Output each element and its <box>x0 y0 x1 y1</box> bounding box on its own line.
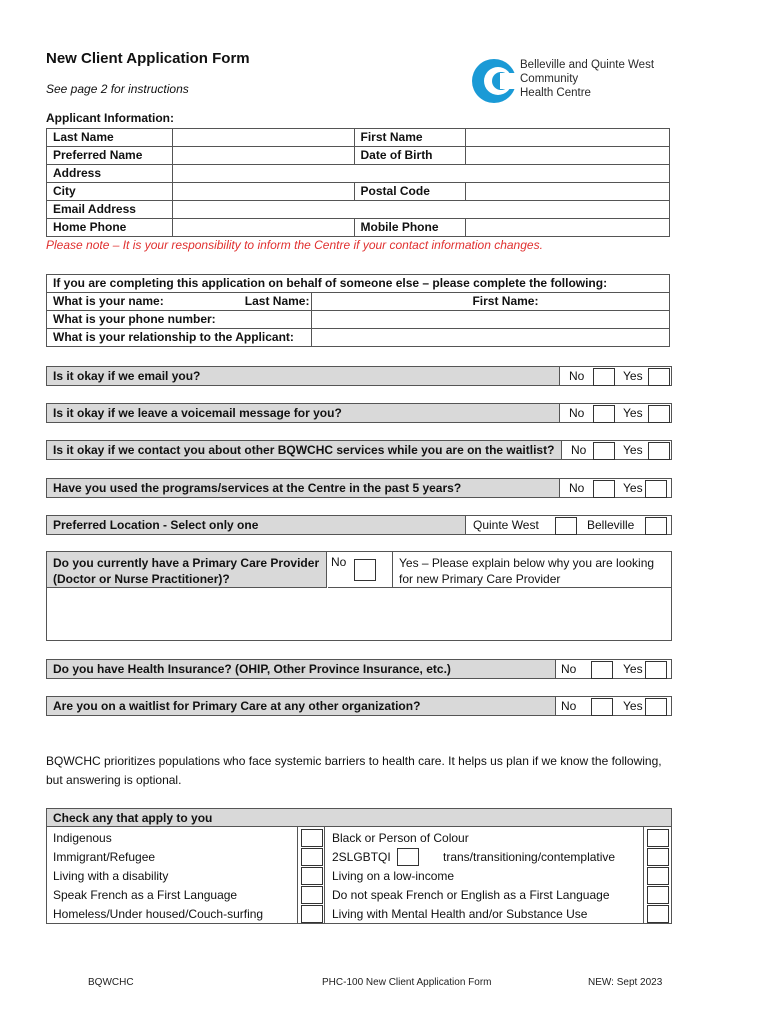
belleville-checkbox[interactable] <box>645 517 667 535</box>
footer-org: BQWCHC <box>88 977 134 988</box>
form-title: New Client Application Form <box>46 50 250 67</box>
email-no-checkbox[interactable] <box>593 368 615 386</box>
email-no-label: No <box>569 369 585 383</box>
behalf-relationship-label: What is your relationship to the Applicant: <box>47 329 312 347</box>
contact-change-note: Please note – It is your responsibility to inform the Centre if your contact information changes. <box>46 238 543 252</box>
insurance-question: Do you have Health Insurance? (OHIP, Other Province Insurance, etc.) <box>47 660 556 678</box>
waitlist-no-label: No <box>561 699 577 713</box>
email-field[interactable] <box>172 201 669 219</box>
priority-right-item: Living with Mental Health and/or Substance Use <box>332 907 588 921</box>
programs-question-row <box>46 478 672 498</box>
priority-left-list <box>53 829 263 924</box>
primary-care-explanation-field[interactable] <box>47 588 671 640</box>
behalf-heading: If you are completing this application on behalf of someone else – please complete the following: <box>47 275 670 293</box>
behalf-last-name-label: Last Name: <box>244 294 310 308</box>
programs-question: Have you used the programs/services at the Centre in the past 5 years? <box>47 479 560 497</box>
footer-form-name: PHC-100 New Client Application Form <box>322 977 492 988</box>
priority-checklist <box>46 808 672 924</box>
email-question-row <box>46 366 672 386</box>
preferred-name-label: Preferred Name <box>47 147 173 165</box>
behalf-table <box>46 274 670 347</box>
primary-care-question-line-2: (Doctor or Nurse Practitioner)? <box>53 572 230 586</box>
contact-no-label: No <box>571 443 587 457</box>
priority-left-item: Homeless/Under housed/Couch-surfing <box>53 907 264 921</box>
insurance-no-label: No <box>561 662 577 676</box>
home-phone-label: Home Phone <box>47 219 173 237</box>
waitlist-question-row <box>46 696 672 716</box>
logo-line-2: Community <box>520 73 579 85</box>
voicemail-question-row <box>46 403 672 423</box>
contact-yes-label: Yes <box>623 443 643 457</box>
email-yes-checkbox[interactable] <box>648 368 670 386</box>
primary-care-yes-cell <box>393 552 671 588</box>
your-name-label: What is your name: <box>53 294 164 308</box>
priority-left-item: Living with a disability <box>53 869 169 883</box>
french-first-language-checkbox[interactable] <box>301 886 323 904</box>
quinte-west-checkbox[interactable] <box>555 517 577 535</box>
form-subtitle: See page 2 for instructions <box>46 82 189 96</box>
priority-left-item: Speak French as a First Language <box>53 888 238 902</box>
quinte-west-label: Quinte West <box>473 518 539 532</box>
priority-left-item: Immigrant/Refugee <box>53 850 156 864</box>
mobile-phone-label: Mobile Phone <box>354 219 466 237</box>
trans-checkbox[interactable] <box>647 848 669 866</box>
voicemail-question: Is it okay if we leave a voicemail message for you? <box>47 404 560 422</box>
first-name-label: First Name <box>354 129 466 147</box>
logo-line-3: Health Centre <box>520 87 591 99</box>
priority-paragraph: BQWCHC prioritizes populations who face systemic barriers to health care. It helps us plan if we know the following, but answering is optional. <box>46 754 662 787</box>
address-label: Address <box>47 165 173 183</box>
primary-care-no-checkbox[interactable] <box>354 559 376 581</box>
2slgbtqi-checkbox[interactable] <box>397 848 419 866</box>
insurance-question-row <box>46 659 672 679</box>
waitlist-no-checkbox[interactable] <box>591 698 613 716</box>
contact-yes-checkbox[interactable] <box>648 442 670 460</box>
primary-care-no-label: No <box>331 555 347 569</box>
low-income-checkbox[interactable] <box>647 867 669 885</box>
waitlist-yes-checkbox[interactable] <box>645 698 667 716</box>
indigenous-checkbox[interactable] <box>301 829 323 847</box>
postal-code-label: Postal Code <box>354 183 466 201</box>
black-poc-checkbox[interactable] <box>647 829 669 847</box>
priority-right-item: Do not speak French or English as a First Language <box>332 888 610 902</box>
city-label: City <box>47 183 173 201</box>
contact-question-row <box>46 440 672 460</box>
voicemail-yes-checkbox[interactable] <box>648 405 670 423</box>
logo <box>470 56 670 106</box>
email-question: Is it okay if we email you? <box>47 367 560 385</box>
insurance-yes-checkbox[interactable] <box>645 661 667 679</box>
behalf-first-name-field[interactable] <box>312 293 670 311</box>
mobile-phone-field[interactable] <box>466 219 670 237</box>
belleville-label: Belleville <box>587 518 635 532</box>
email-label: Email Address <box>47 201 173 219</box>
preferred-name-field[interactable] <box>172 147 354 165</box>
primary-care-yes-line-2: for new Primary Care Provider <box>399 572 561 586</box>
programs-no-checkbox[interactable] <box>593 480 615 498</box>
logo-line-1: Belleville and Quinte West <box>520 59 655 71</box>
waitlist-question: Are you on a waitlist for Primary Care at any other organization? <box>47 697 556 715</box>
dob-label: Date of Birth <box>354 147 466 165</box>
priority-right-list <box>332 829 610 924</box>
location-question-row <box>46 515 672 535</box>
primary-care-question-line-1: Do you currently have a Primary Care Provider <box>53 556 320 570</box>
voicemail-no-label: No <box>569 406 585 420</box>
contact-no-checkbox[interactable] <box>593 442 615 460</box>
behalf-name-row <box>47 293 312 311</box>
primary-care-block <box>46 551 672 641</box>
voicemail-yes-label: Yes <box>623 406 643 420</box>
email-yes-label: Yes <box>623 369 643 383</box>
insurance-yes-label: Yes <box>623 662 643 676</box>
programs-yes-label: Yes <box>623 481 643 495</box>
voicemail-no-checkbox[interactable] <box>593 405 615 423</box>
homeless-checkbox[interactable] <box>301 905 323 923</box>
applicant-heading: Applicant Information: <box>46 111 174 125</box>
waitlist-yes-label: Yes <box>623 699 643 713</box>
chc-logo-icon <box>470 56 518 106</box>
insurance-no-checkbox[interactable] <box>591 661 613 679</box>
priority-left-item: Indigenous <box>53 831 112 845</box>
behalf-first-name-label: First Name: <box>472 294 539 308</box>
last-name-field[interactable] <box>172 129 354 147</box>
behalf-relationship-field[interactable] <box>312 329 670 347</box>
contact-question: Is it okay if we contact you about other BQWCHC services while you are on the waitlist? <box>47 441 562 459</box>
priority-right-item: Black or Person of Colour <box>332 831 469 845</box>
first-name-field[interactable] <box>466 129 670 147</box>
applicant-table <box>46 128 670 237</box>
dob-field[interactable] <box>466 147 670 165</box>
immigrant-refugee-checkbox[interactable] <box>301 848 323 866</box>
behalf-phone-field[interactable] <box>312 311 670 329</box>
primary-care-yes-line-1: Yes – Please explain below why you are looking <box>399 556 655 570</box>
programs-yes-checkbox[interactable] <box>645 480 667 498</box>
behalf-phone-label: What is your phone number: <box>47 311 312 329</box>
disability-checkbox[interactable] <box>301 867 323 885</box>
postal-code-field[interactable] <box>466 183 670 201</box>
address-field[interactable] <box>172 165 669 183</box>
trans-label: trans/transitioning/contemplative <box>443 850 616 864</box>
footer-date: NEW: Sept 2023 <box>588 977 663 988</box>
mental-health-checkbox[interactable] <box>647 905 669 923</box>
priority-heading: Check any that apply to you <box>47 809 671 827</box>
primary-care-question <box>47 552 327 588</box>
programs-no-label: No <box>569 481 585 495</box>
last-name-label: Last Name <box>47 129 173 147</box>
home-phone-field[interactable] <box>172 219 354 237</box>
city-field[interactable] <box>172 183 354 201</box>
location-question: Preferred Location - Select only one <box>47 516 466 534</box>
priority-right-item: 2SLGBTQI <box>332 850 391 864</box>
no-french-english-checkbox[interactable] <box>647 886 669 904</box>
priority-right-item: Living on a low-income <box>332 869 455 883</box>
primary-care-no-cell <box>328 552 393 588</box>
